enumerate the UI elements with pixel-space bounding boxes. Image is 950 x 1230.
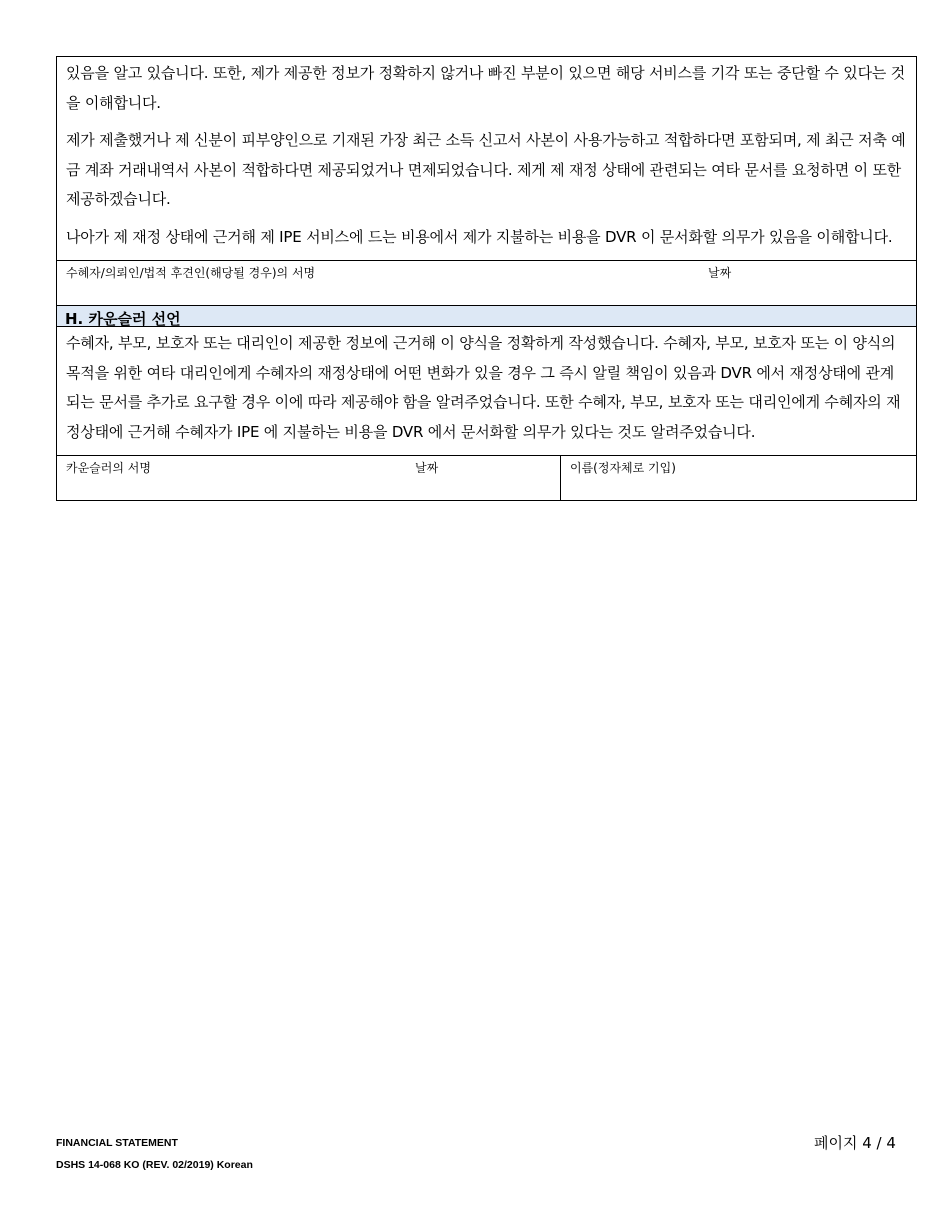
recipient-signature-label: 수혜자/의뢰인/법적 후견인(해당될 경우)의 서명 [66, 266, 316, 280]
counselor-declaration-paragraph: 수혜자, 부모, 보호자 또는 대리인이 제공한 정보에 근거해 이 양식을 정확하게 작성했습니다. 수혜자, 부모, 보호자 또는 이 양식의 목적을 위한 여타 대리인에게 수혜자의 재정상태에 어떤 변화가 있을 경우 그 즉시 알릴 책임이 있음과 DVR 에서 재정상태에 관계되는 문서를 추가로 요구할 경우 이에 따라 제공해야 함을 알려주었습니다. 또한 수혜자, 부모, 보호자 또는 대리인에게 수혜자의 재정상태에 근거해 수혜자가 IPE 에 지불하는 비용을 DVR 에서 문서화할 의무가 있다는 것도 알려주었습니다. [66, 334, 901, 441]
declaration-text [57, 57, 916, 260]
counselor-signature-field[interactable] [57, 456, 561, 500]
page-number: 페이지 4 / 4 [814, 1134, 896, 1152]
declaration-paragraph-1: 있음을 알고 있습니다. 또한, 제가 제공한 정보가 정확하지 않거나 빠진 부분이 있으면 해당 서비스를 기각 또는 중단할 수 있다는 것을 이해합니다. [66, 64, 906, 112]
counselor-date-label: 날짜 [415, 461, 439, 475]
recipient-signature-field[interactable] [57, 260, 916, 305]
counselor-signature-row [57, 455, 916, 500]
counselor-declaration-text [57, 327, 916, 455]
financial-statement-form [56, 56, 917, 501]
counselor-signature-label: 카운슬러의 서명 [66, 461, 151, 475]
footer-form-number: DSHS 14-068 KO (REV. 02/2019) Korean [56, 1159, 253, 1171]
recipient-date-label: 날짜 [708, 266, 732, 280]
section-h-heading: H. 카운슬러 선언 [57, 305, 916, 327]
counselor-name-label: 이름(정자체로 기입) [570, 461, 676, 475]
declaration-paragraph-3: 나아가 제 재정 상태에 근거해 제 IPE 서비스에 드는 비용에서 제가 지불하는 비용을 DVR 이 문서화할 의무가 있음을 이해합니다. [66, 227, 893, 246]
footer-form-title: FINANCIAL STATEMENT [56, 1137, 178, 1149]
declaration-paragraph-2: 제가 제출했거나 제 신분이 피부양인으로 기재된 가장 최근 소득 신고서 사본이 사용가능하고 적합하다면 포함되며, 제 최근 저축 예금 계좌 거래내역서 사본이 적합하다면 제공되었거나 면제되었습니다. 제게 제 재정 상태에 관련되는 여타 문서를 요청하면 이 또한 제공하겠습니다. [66, 131, 906, 208]
counselor-name-field[interactable] [561, 456, 916, 500]
